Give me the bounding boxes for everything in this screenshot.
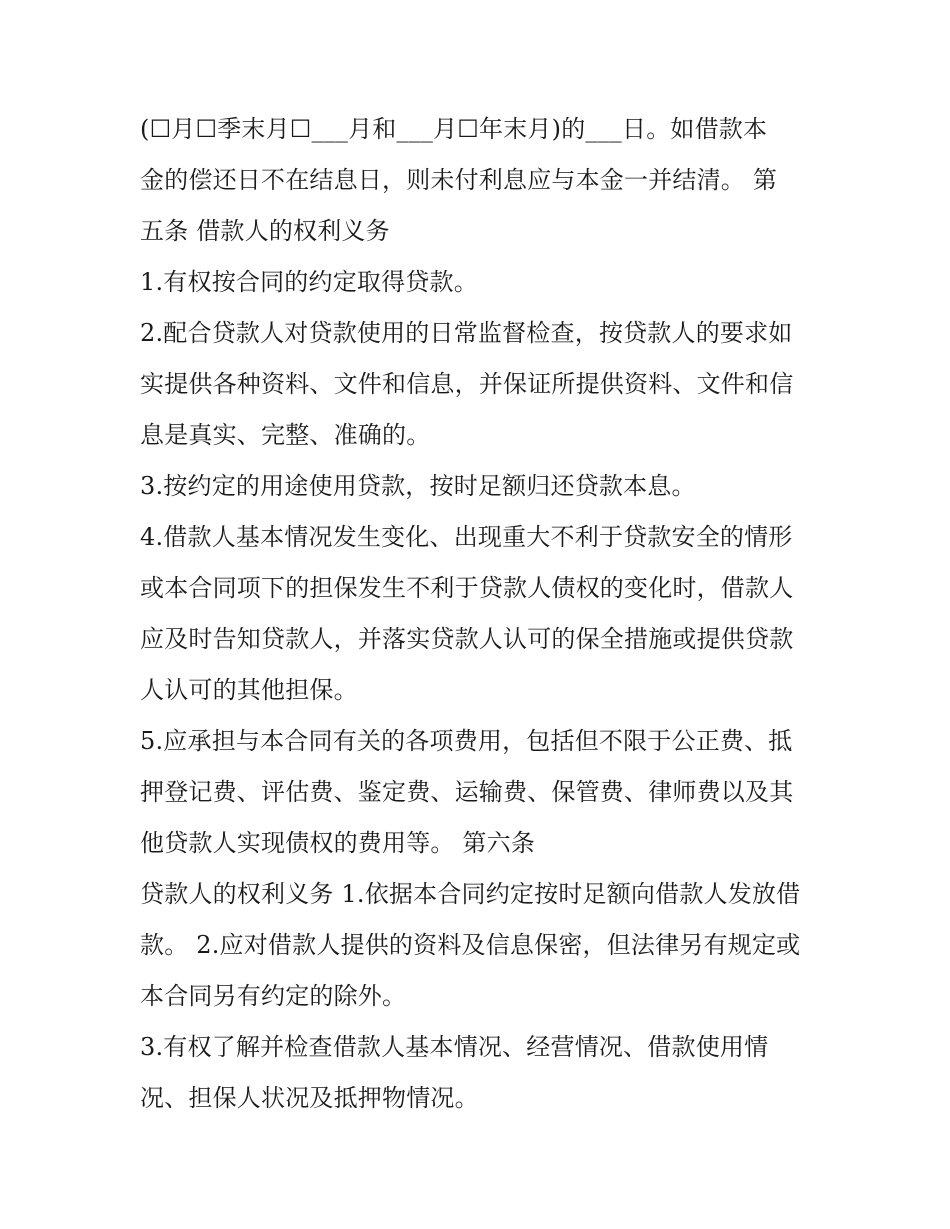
text-line: 4.借款人基本情况发生变化、出现重大不利于贷款安全的情形: [140, 523, 793, 551]
text-line: 人认可的其他担保。: [140, 676, 358, 704]
text-line: 应及时告知贷款人，并落实贷款人认可的保全措施或提供贷款: [140, 625, 794, 653]
text-line: 金的偿还日不在结息日，则未付利息应与本金一并结清。 第: [140, 166, 778, 194]
text-line: 5.应承担与本合同有关的各项费用，包括但不限于公正费、抵: [140, 727, 793, 755]
text-line: 五条 借款人的权利义务: [140, 217, 390, 245]
text-line: 况、担保人状况及抵押物情况。: [140, 1084, 479, 1112]
text-line: 2.配合贷款人对贷款使用的日常监督检查，按贷款人的要求如: [140, 319, 793, 347]
text-line: 他贷款人实现债权的费用等。 第六条: [140, 829, 536, 857]
text-line: 贷款人的权利义务 1.依据本合同约定按时足额向借款人发放借: [140, 880, 801, 908]
text-line: 本合同另有约定的除外。: [140, 982, 407, 1010]
text-line: 或本合同项下的担保发生不利于贷款人债权的变化时，借款人: [140, 574, 794, 602]
text-line: 3.按约定的用途使用贷款，按时足额归还贷款本息。: [140, 472, 696, 500]
text-line: 实提供各种资料、文件和信息，并保证所提供资料、文件和信: [140, 370, 794, 398]
text-line: 款。 2.应对借款人提供的资料及信息保密，但法律另有规定或: [140, 931, 801, 959]
text-line: 3.有权了解并检查借款人基本情况、经营情况、借款使用情: [140, 1033, 769, 1061]
text-line: 1.有权按合同的约定取得贷款。: [140, 268, 478, 296]
text-line: 押登记费、评估费、鉴定费、运输费、保管费、律师费以及其: [140, 778, 794, 806]
document-body: [140, 104, 840, 1124]
text-line: 息是真实、完整、准确的。: [140, 421, 431, 449]
text-line: (☐月☐季末月☐___月和___月☐年末月)的___日。如借款本: [140, 115, 768, 143]
